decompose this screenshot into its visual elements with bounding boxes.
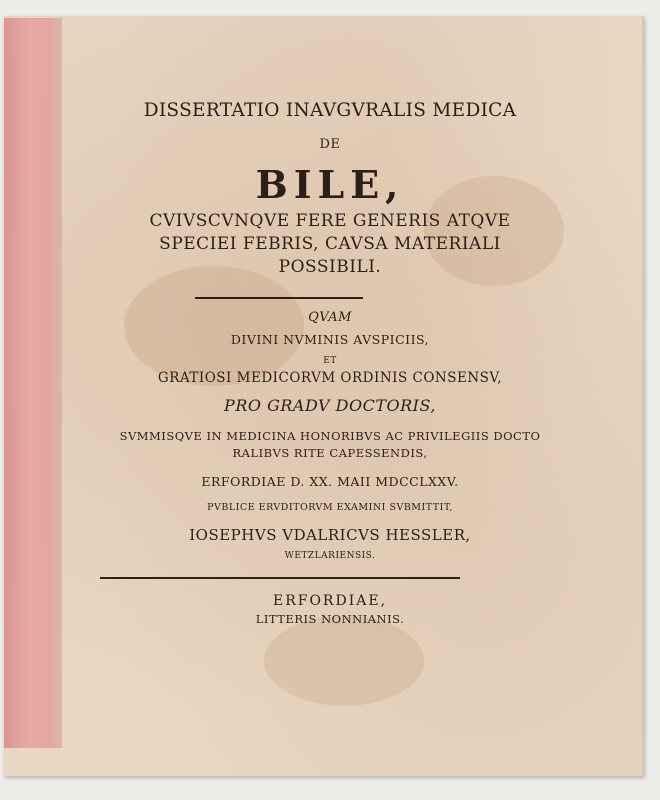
quam-text: QVAM: [308, 310, 352, 325]
subtitle-line: SPECIEI FEBRIS, CAVSA MATERIALI: [159, 234, 501, 254]
divider-rule: [195, 297, 363, 299]
foxing-stain: [264, 616, 424, 706]
red-spine-strip: [4, 18, 62, 748]
dissertation-heading: DISSERTATIO INAVGVRALIS MEDICA: [143, 100, 517, 121]
et-text: ET: [323, 356, 337, 366]
author-origin: WETZLARIENSIS.: [284, 551, 376, 561]
submission-line: PVBLICE ERVDITORVM EXAMINI SVBMITTIT,: [207, 502, 453, 513]
foxing-stain: [124, 266, 304, 386]
de-label: DE: [319, 137, 341, 152]
place-date-line: ERFORDIAE D. XX. MAII MDCCLXXV.: [201, 474, 459, 489]
divini-text: DIVINI NVMINIS AVSPICIIS,: [230, 332, 430, 347]
honors-line: SVMMISQVE IN MEDICINA HONORIBVS AC PRIVILEGIIS DOCTO: [119, 429, 541, 443]
subtitle-line: CVIVSCVNQVE FERE GENERIS ATQVE: [149, 211, 511, 231]
imprint-printer: LITTERIS NONNIANIS.: [255, 612, 405, 626]
divider-rule: [100, 577, 460, 579]
gratiosi-text: GRATIOSI MEDICORVM ORDINIS CONSENSV,: [157, 370, 503, 386]
pro-gradu-text: PRO GRADV DOCTORIS,: [224, 396, 436, 415]
author-name: IOSEPHVS VDALRICVS HESSLER,: [189, 526, 471, 544]
imprint-place: ERFORDIAE,: [272, 593, 388, 609]
subtitle-line: POSSIBILI.: [278, 257, 382, 277]
subject-title: BILE,: [255, 162, 405, 207]
honors-line: RALIBVS RITE CAPESSENDIS,: [232, 446, 428, 460]
